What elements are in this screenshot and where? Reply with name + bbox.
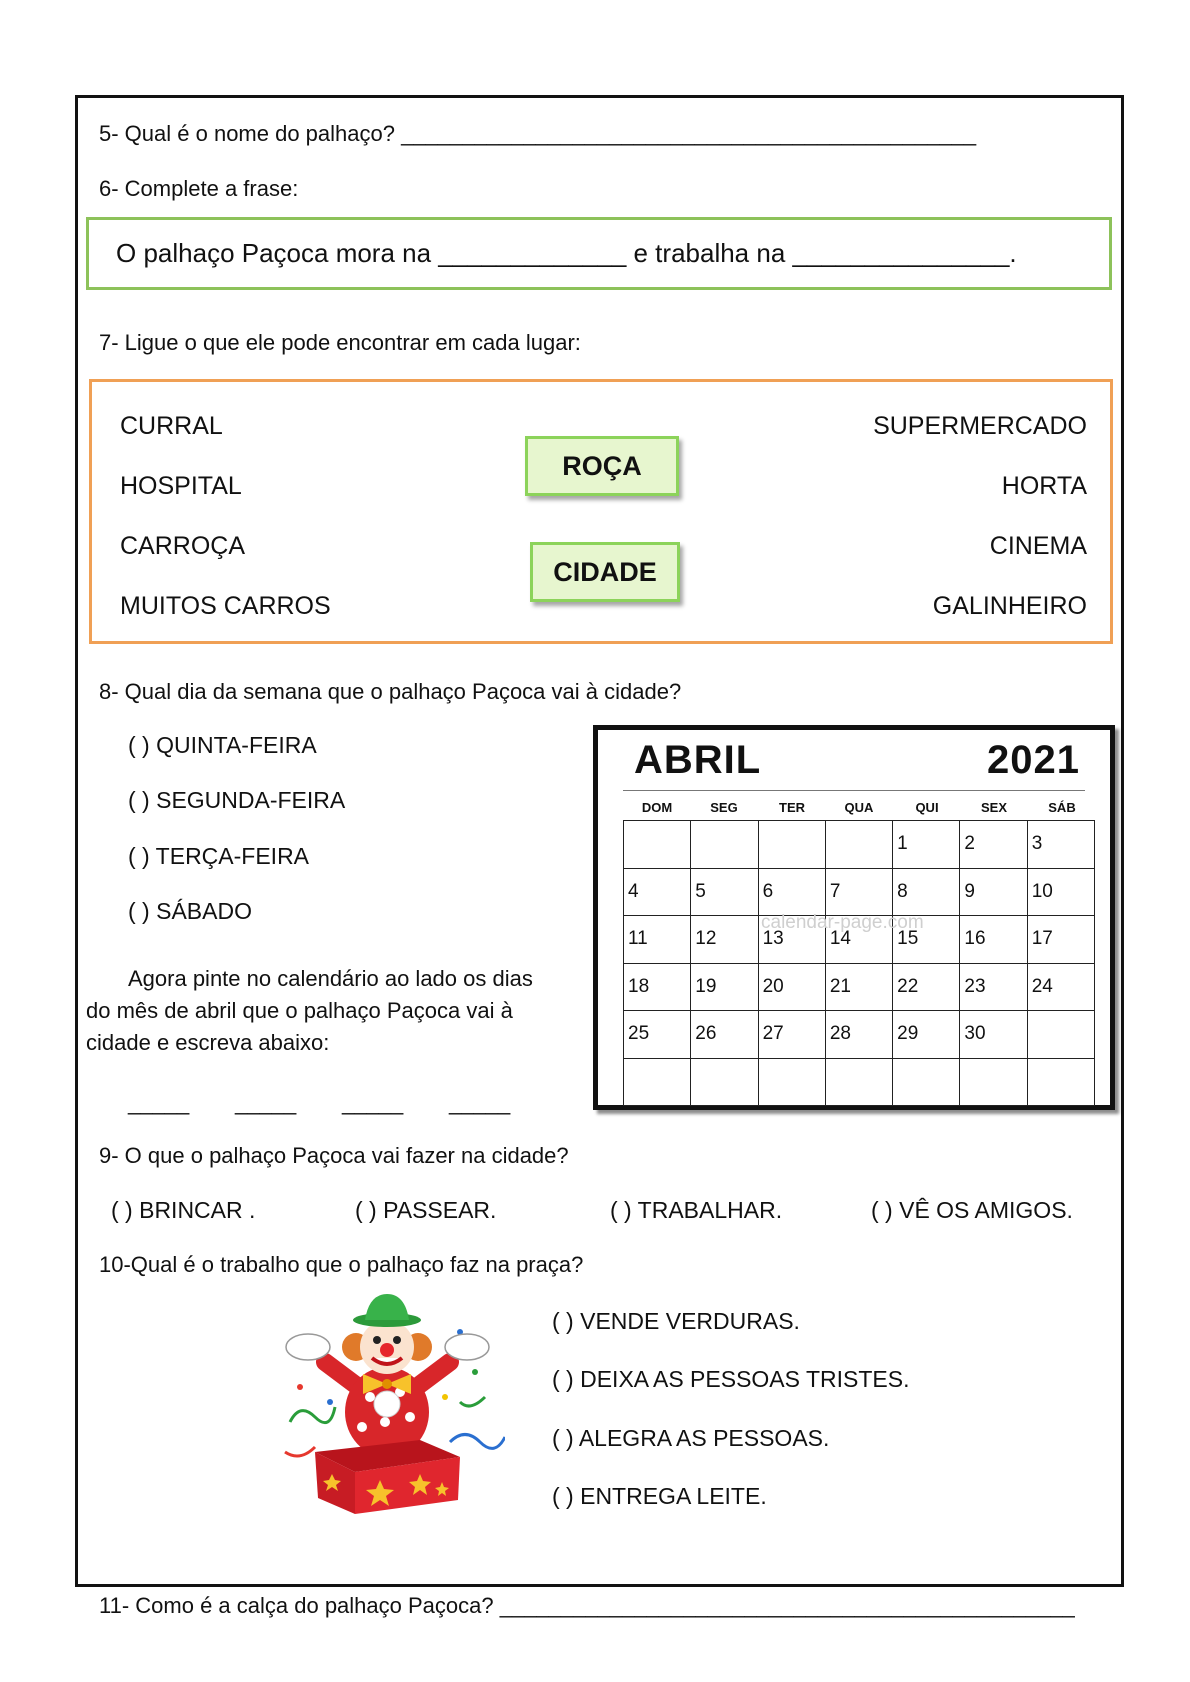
weekday-dom: DOM [641,800,673,815]
calendar-day-cell[interactable]: 2 [960,821,1027,869]
calendar-day-cell[interactable] [1027,1011,1094,1059]
calendar-day-cell[interactable]: 21 [825,963,892,1011]
calendar-day-cell[interactable] [758,821,825,869]
calendar-day-cell[interactable]: 28 [825,1011,892,1059]
calendar-day-cell[interactable]: 5 [691,868,758,916]
weekday-seg: SEG [710,800,738,815]
option-terca-feira[interactable]: ( ) TERÇA-FEIRA [128,843,310,869]
option-ve-os-amigos[interactable]: ( ) VÊ OS AMIGOS. [871,1197,1073,1223]
option-trabalhar[interactable]: ( ) TRABALHAR. [610,1197,783,1223]
option-entrega-leite[interactable]: ( ) ENTREGA LEITE. [552,1483,767,1509]
option-brincar[interactable]: ( ) BRINCAR . [111,1197,256,1223]
question-5: 5- Qual é o nome do palhaço? _______________________________________________ [99,121,977,146]
clown-in-box-illustration [270,1292,505,1517]
calendar-day-cell[interactable]: 8 [893,868,960,916]
sentence-complete[interactable]: O palhaço Paçoca mora na _____________ e trabalha na _______________. [116,238,1017,268]
calendar-day-cell[interactable] [960,1058,1027,1106]
option-alegra-pessoas[interactable]: ( ) ALEGRA AS PESSOAS. [552,1425,830,1451]
question-8: 8- Qual dia da semana que o palhaço Paçoca vai à cidade? [99,679,682,704]
calendar-day-cell[interactable]: 10 [1027,868,1094,916]
weekday-sex: SEX [980,800,1007,815]
calendar-day-cell[interactable] [1027,1058,1094,1106]
calendar-day-cell[interactable]: 23 [960,963,1027,1011]
calendar-week-row [624,868,1095,916]
calendar-day-cell[interactable]: 4 [624,868,691,916]
calendar [593,725,1115,1110]
calendar-day-cell[interactable] [691,821,758,869]
calendar-week-row [624,1058,1095,1106]
calendar-day-cell[interactable]: 26 [691,1011,758,1059]
calendar-day-cell[interactable]: 1 [893,821,960,869]
calendar-day-cell[interactable] [893,1058,960,1106]
option-deixa-tristes[interactable]: ( ) DEIXA AS PESSOAS TRISTES. [552,1366,910,1392]
answer-blank-4[interactable]: _____ [449,1090,511,1115]
calendar-day-cell[interactable] [758,1058,825,1106]
weekday-qui: QUI [915,800,939,815]
calendar-divider [623,790,1085,791]
calendar-day-cell[interactable]: 11 [624,916,691,964]
calendar-day-cell[interactable]: 15 [893,916,960,964]
calendar-day-cell[interactable]: 19 [691,963,758,1011]
option-sabado[interactable]: ( ) SÁBADO [128,898,252,924]
calendar-year: 2021 [987,738,1080,782]
instruction-line-3: cidade e escreva abaixo: [86,1030,330,1055]
calendar-day-cell[interactable] [624,821,691,869]
calendar-day-cell[interactable] [825,1058,892,1106]
left-item-muitos-carros[interactable]: MUITOS CARROS [120,592,331,620]
calendar-day-cell[interactable]: 18 [624,963,691,1011]
left-item-curral[interactable]: CURRAL [120,412,223,440]
question-10: 10-Qual é o trabalho que o palhaço faz na praça? [99,1252,584,1277]
left-item-hospital[interactable]: HOSPITAL [120,472,242,500]
calendar-day-cell[interactable] [691,1058,758,1106]
calendar-day-cell[interactable] [624,1058,691,1106]
calendar-week-row [624,963,1095,1011]
calendar-day-cell[interactable]: 24 [1027,963,1094,1011]
weekday-ter: TER [779,800,805,815]
calendar-day-cell[interactable]: 22 [893,963,960,1011]
answer-blank-3[interactable]: _____ [342,1090,404,1115]
calendar-day-cell[interactable]: 27 [758,1011,825,1059]
left-item-carroca[interactable]: CARROÇA [120,532,246,560]
calendar-day-cell[interactable]: 13 [758,916,825,964]
right-item-supermercado[interactable]: SUPERMERCADO [873,412,1087,440]
calendar-week-row [624,1011,1095,1059]
calendar-day-cell[interactable]: 16 [960,916,1027,964]
option-quinta-feira[interactable]: ( ) QUINTA-FEIRA [128,732,317,758]
calendar-day-cell[interactable]: 14 [825,916,892,964]
question-9: 9- O que o palhaço Paçoca vai fazer na cidade? [99,1143,569,1168]
question-7: 7- Ligue o que ele pode encontrar em cada lugar: [99,330,581,355]
right-item-galinheiro[interactable]: GALINHEIRO [932,592,1087,620]
question-11: 11- Como é a calça do palhaço Paçoca? _______________________________________________ [99,1593,1075,1618]
calendar-day-cell[interactable]: 7 [825,868,892,916]
calendar-watermark: calendar-page.com [761,912,924,933]
option-passear[interactable]: ( ) PASSEAR. [355,1197,497,1223]
calendar-day-cell[interactable]: 6 [758,868,825,916]
weekday-sab: SÁB [1048,800,1076,815]
calendar-week-row [624,821,1095,869]
right-item-horta[interactable]: HORTA [1001,472,1087,500]
answer-blank-2[interactable]: _____ [235,1090,297,1115]
place-roca[interactable]: ROÇA [525,436,679,496]
calendar-day-cell[interactable]: 29 [893,1011,960,1059]
calendar-day-cell[interactable]: 20 [758,963,825,1011]
calendar-day-cell[interactable]: 9 [960,868,1027,916]
calendar-day-cell[interactable]: 25 [624,1011,691,1059]
calendar-day-cell[interactable]: 17 [1027,916,1094,964]
calendar-day-cell[interactable] [825,821,892,869]
calendar-grid [623,820,1095,1106]
place-cidade[interactable]: CIDADE [530,542,680,602]
question-6: 6- Complete a frase: [99,176,299,201]
answer-blank-1[interactable]: _____ [128,1090,190,1115]
option-vende-verduras[interactable]: ( ) VENDE VERDURAS. [552,1308,800,1334]
instruction-line-1: Agora pinte no calendário ao lado os dias [128,966,533,991]
instruction-line-2: do mês de abril que o palhaço Paçoca vai à [86,998,513,1023]
weekday-qua: QUA [844,800,874,815]
calendar-day-cell[interactable]: 12 [691,916,758,964]
calendar-month: ABRIL [634,738,762,782]
right-item-cinema[interactable]: CINEMA [989,532,1087,560]
calendar-day-cell[interactable]: 30 [960,1011,1027,1059]
option-segunda-feira[interactable]: ( ) SEGUNDA-FEIRA [128,787,346,813]
calendar-day-cell[interactable]: 3 [1027,821,1094,869]
